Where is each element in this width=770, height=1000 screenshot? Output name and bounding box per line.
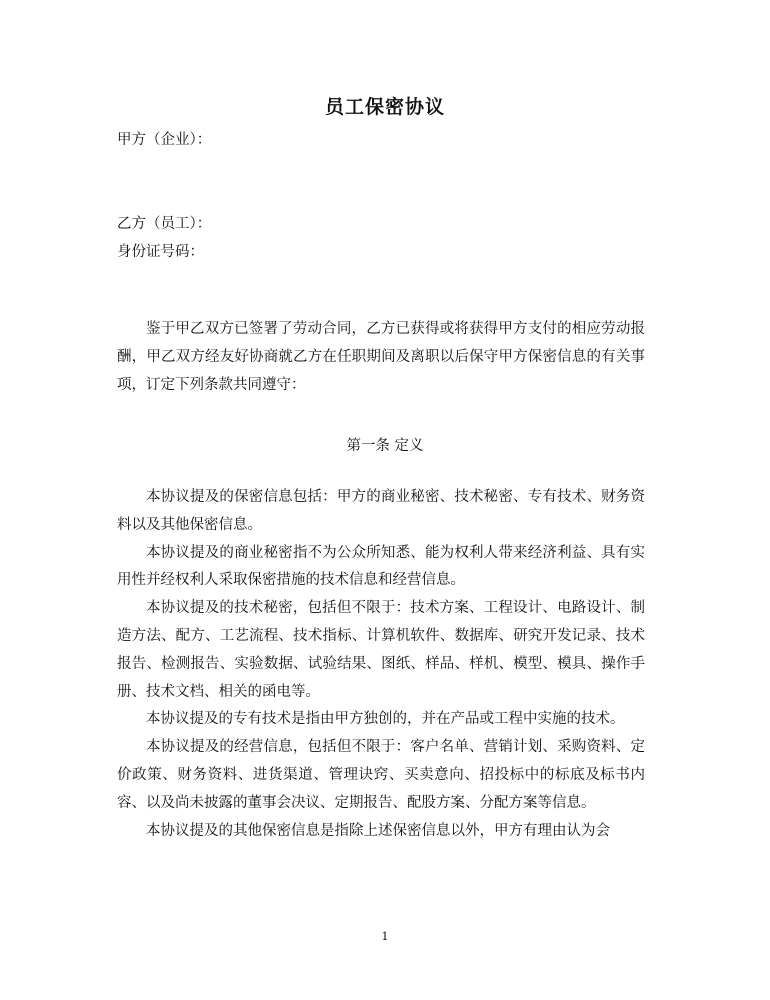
section-1-heading: 第一条 定义	[346, 438, 424, 454]
document-title: 员工保密协议	[324, 96, 445, 118]
section-1-paragraph: 本协议提及的商业秘密指不为公众所知悉、能为权利人带来经济利益、具有实用性并经权利人采取保密措施的技术信息和经营信息。	[117, 544, 645, 589]
id-number-label: 身份证号码：	[117, 244, 204, 260]
preamble-block	[117, 316, 645, 399]
section-1-paragraph: 本协议提及的专有技术是指由甲方独创的，并在产品或工程中实施的技术。	[146, 711, 625, 728]
section-1-paragraph: 本协议提及的其他保密信息是指除上述保密信息以外，甲方有理由认为会	[146, 822, 610, 839]
preamble-paragraph: 鉴于甲乙双方已签署了劳动合同，乙方已获得或将获得甲方支付的相应劳动报酬，甲乙双方经友好协商就乙方在任职期间及离职以后保守甲方保密信息的有关事项，订定下列条款共同遵守：	[117, 321, 645, 393]
section-1-paragraph: 本协议提及的保密信息包括：甲方的商业秘密、技术秘密、专有技术、财务资料以及其他保密信息。	[117, 489, 645, 533]
party-a-label: 甲方（企业）：	[117, 132, 212, 148]
section-1-paragraph: 本协议提及的经营信息，包括但不限于：客户名单、营销计划、采购资料、定价政策、财务资料、进货渠道、管理诀窍、买卖意向、招投标中的标底及标书内容、以及尚未披露的董事会决议、定期报告、配股方案、分配方案等信息。	[117, 739, 645, 811]
section-1-body	[117, 484, 645, 845]
party-b-label: 乙方（员工）：	[117, 216, 212, 232]
page-number: 1	[381, 930, 389, 943]
section-1-paragraph: 本协议提及的技术秘密，包括但不限于：技术方案、工程设计、电路设计、制造方法、配方、工艺流程、技术指标、计算机软件、数据库、研究开发记录、技术报告、检测报告、实验数据、试验结果、图纸、样品、样机、模型、模具、操作手册、技术文档、相关的函电等。	[117, 600, 645, 700]
